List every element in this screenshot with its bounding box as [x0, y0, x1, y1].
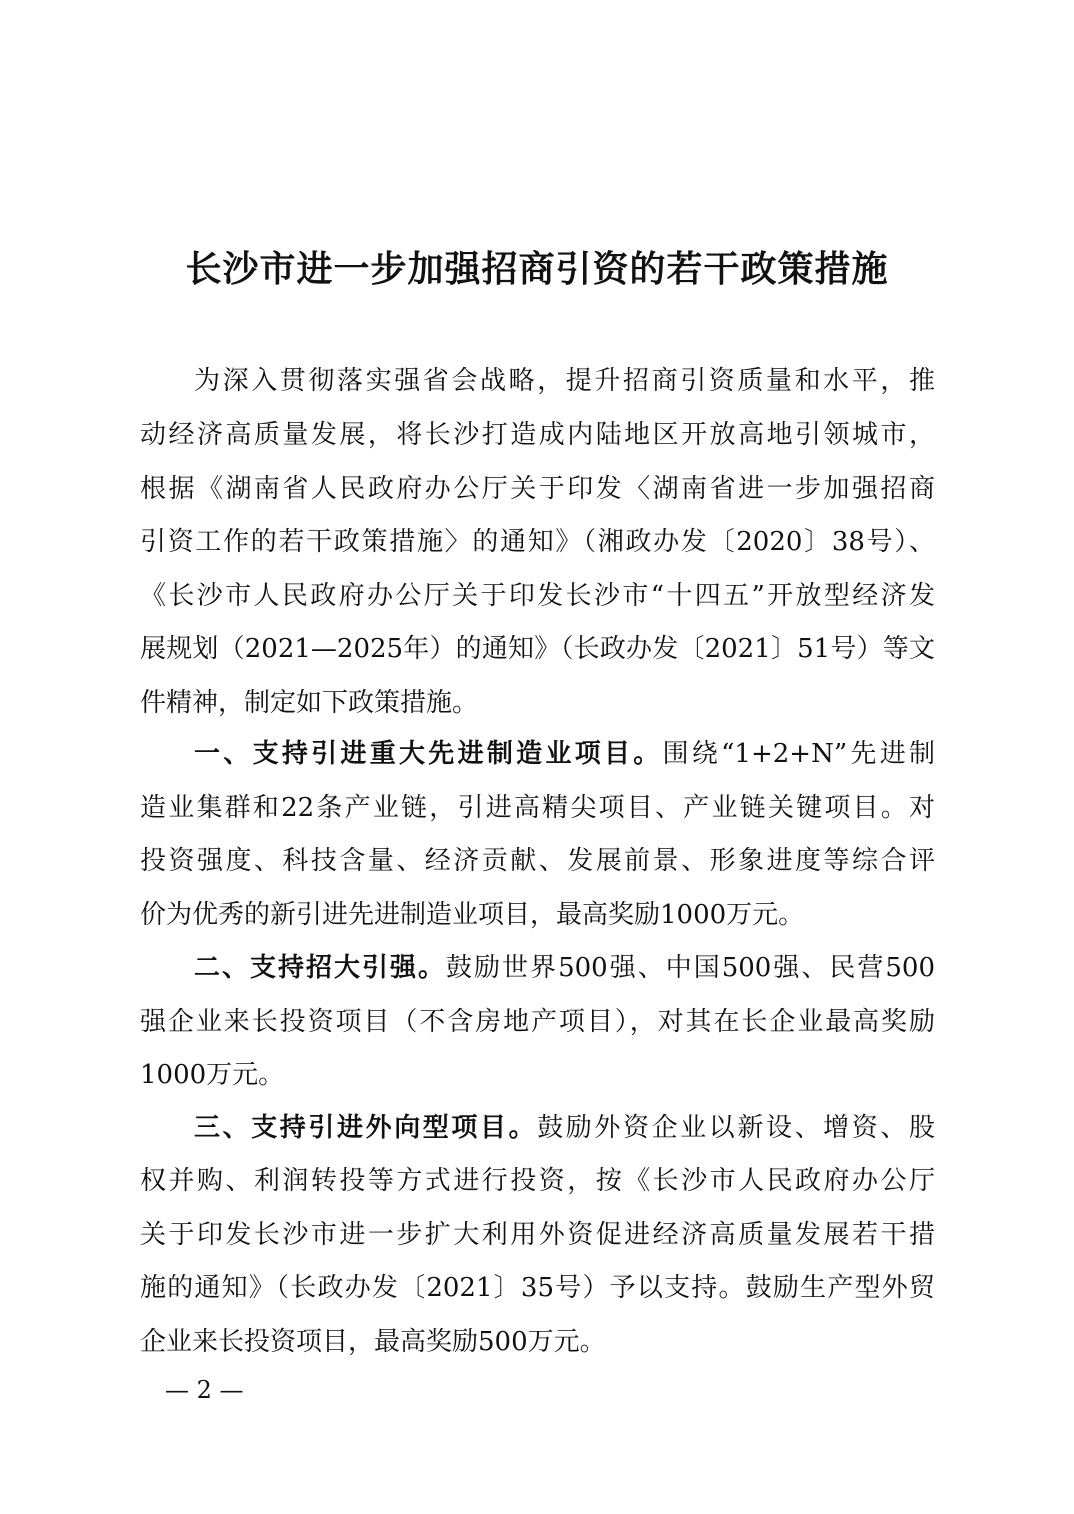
section-2-heading: 二、支持招大引强。 — [194, 953, 447, 983]
section-1-text: 围绕“1+2+N”先进制 — [662, 739, 935, 769]
section-3-line: 权并购、利润转投等方式进行投资，按《长沙市人民政府办公厅 — [140, 1166, 935, 1196]
section-1-line: 价为优秀的新引进先进制造业项目，最高奖励1000万元。 — [140, 900, 805, 930]
section-3-line: 关于印发长沙市进一步扩大利用外资促进经济高质量发展若干措 — [140, 1220, 935, 1250]
section-2-line: 1000万元。 — [140, 1060, 285, 1090]
section-3-first-line — [194, 1101, 935, 1155]
section-3-line: 企业来长投资项目，最高奖励500万元。 — [140, 1327, 606, 1357]
section-3-text: 鼓励外资企业以新设、增资、股 — [537, 1113, 935, 1143]
intro-line: 《长沙市人民政府办公厅关于印发长沙市“十四五”开放型经济发 — [140, 581, 935, 611]
intro-line: 动经济高质量发展，将长沙打造成内陆地区开放高地引领城市， — [140, 420, 935, 450]
section-1-line: 投资强度、科技含量、经济贡献、发展前景、形象进度等综合评 — [140, 846, 935, 876]
intro-line: 引资工作的若干政策措施〉的通知》（湘政办发〔2020〕38号）、 — [140, 527, 935, 557]
page-number: — 2 — — [165, 1376, 244, 1404]
section-1-line: 造业集群和22条产业链，引进高精尖项目、产业链关键项目。对 — [140, 793, 935, 823]
document-title: 长沙市进一步加强招商引资的若干政策措施 — [185, 249, 889, 290]
intro-line: 为深入贯彻落实强省会战略，提升招商引资质量和水平，推 — [194, 366, 935, 396]
intro-line: 件精神，制定如下政策措施。 — [140, 688, 479, 718]
section-3-line: 施的通知》（长政办发〔2021〕35号）予以支持。鼓励生产型外贸 — [140, 1273, 935, 1303]
intro-line: 展规划（2021—2025年）的通知》（长政办发〔2021〕51号）等文 — [140, 634, 935, 664]
intro-line: 根据《湖南省人民政府办公厅关于印发〈湖南省进一步加强招商 — [140, 474, 935, 504]
section-1-first-line — [194, 727, 935, 781]
section-2-line: 强企业来长投资项目（不含房地产项目），对其在长企业最高奖励 — [140, 1007, 935, 1037]
section-1-heading: 一、支持引进重大先进制造业项目。 — [194, 739, 663, 769]
section-2-first-line — [194, 941, 935, 995]
section-3-heading: 三、支持引进外向型项目。 — [194, 1113, 538, 1143]
section-2-text: 鼓励世界500强、中国500强、民营500 — [446, 953, 935, 983]
